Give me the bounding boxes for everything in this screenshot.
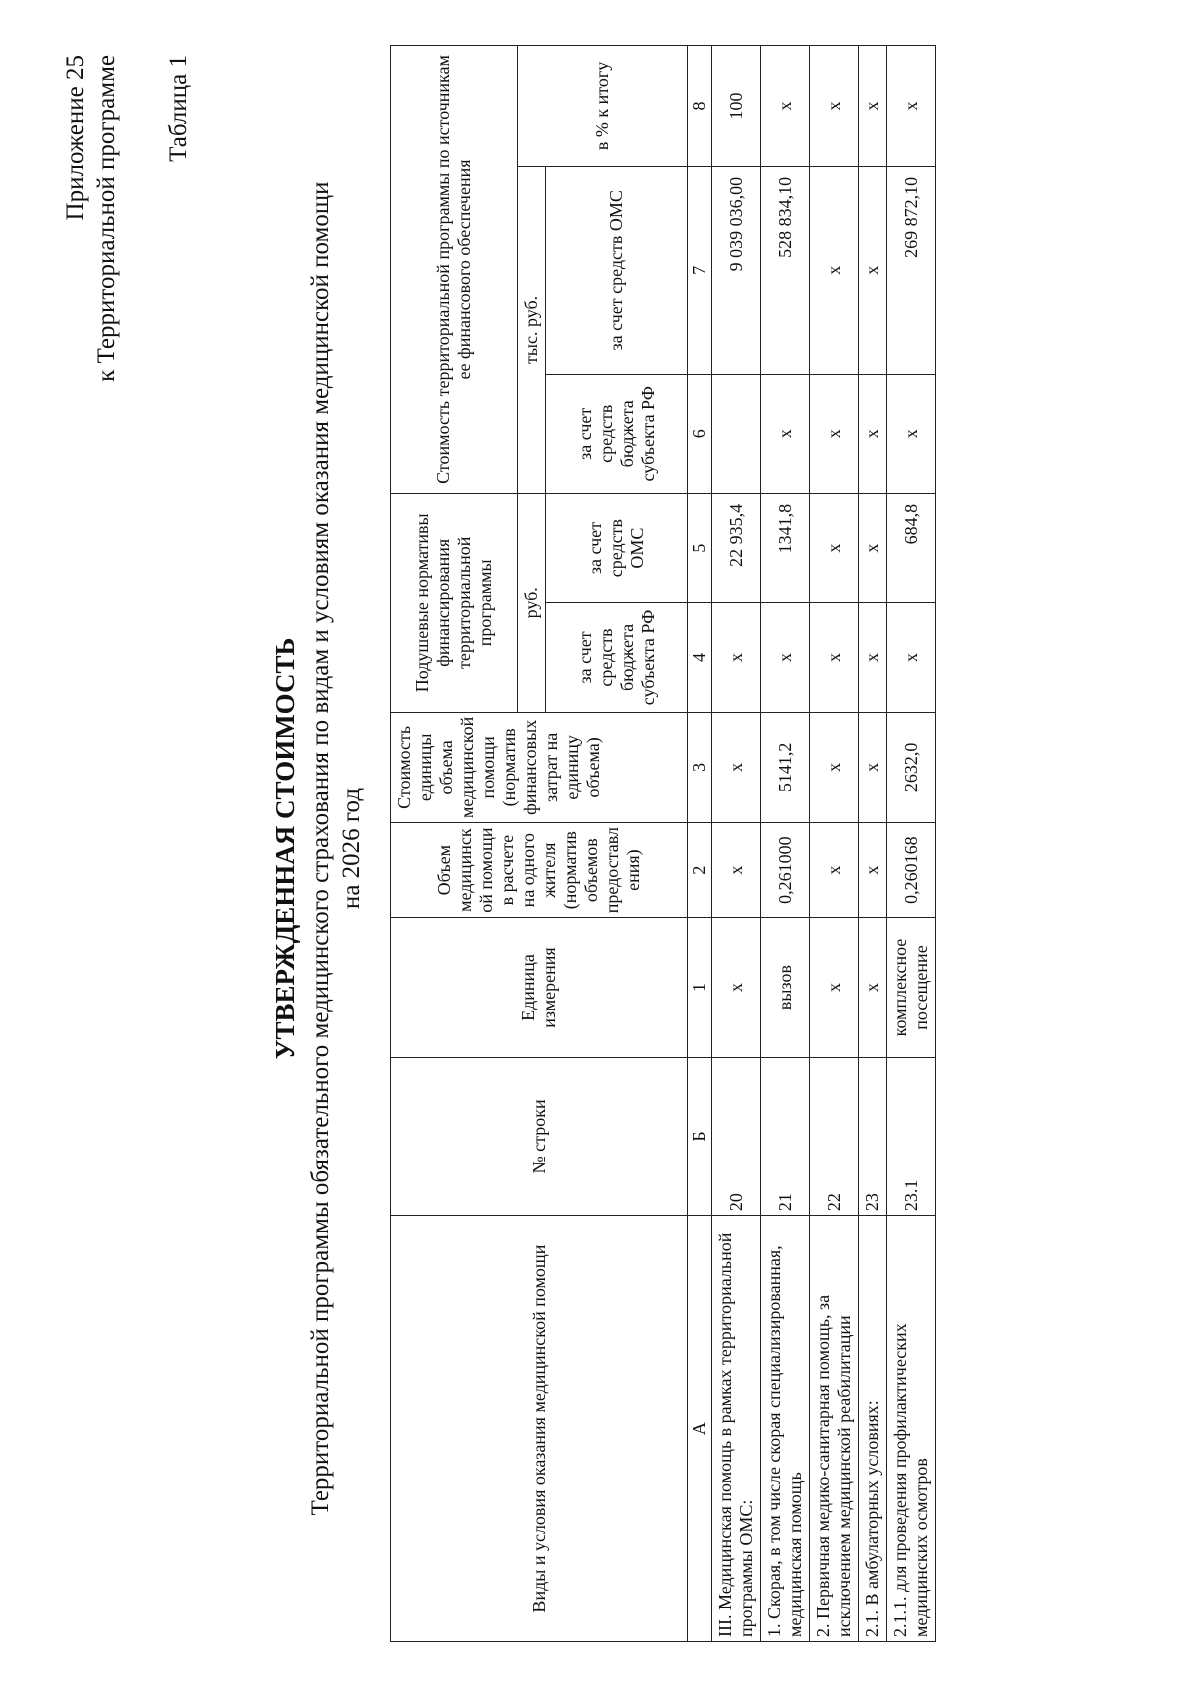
- table-label: Таблица 1: [165, 55, 192, 162]
- sub-header-pc-oms: за счет средств ОМС: [546, 493, 688, 602]
- document-title: УТВЕРЖДЕННАЯ СТОИМОСТЬ: [270, 637, 300, 1060]
- row-pc-oms: 684,8: [887, 493, 936, 602]
- row-unit-cost: x: [810, 712, 859, 822]
- row-cost-oms: x: [810, 166, 859, 374]
- row-percent: x: [887, 46, 936, 167]
- row-line-number: 22: [810, 1057, 859, 1215]
- sub-header-pc-budget: за счет средств бюджета субъекта РФ: [546, 603, 688, 712]
- unit-rub: руб.: [518, 493, 546, 712]
- table-row: [859, 46, 887, 1642]
- col-header-kinds: Виды и условия оказания медицинской помощи: [391, 1216, 688, 1642]
- row-volume: x: [712, 822, 761, 917]
- row-pc-budget: x: [810, 603, 859, 712]
- row-unit-cost: 2632,0: [887, 712, 936, 822]
- appendix-line-2: к Территориальной программе: [93, 55, 120, 382]
- row-unit: комплексное посещение: [887, 918, 936, 1057]
- sub-header-cost-budget: за счет средств бюджета субъекта РФ: [546, 374, 688, 493]
- table-row: [712, 46, 761, 1642]
- row-cost-oms: 9 039 036,00: [712, 166, 761, 374]
- col-header-line-number: № строки: [391, 1057, 688, 1215]
- row-name: III. Медицинская помощь в рамках территориальной программы ОМС:: [712, 1216, 761, 1642]
- row-percent: 100: [712, 46, 761, 167]
- row-pc-budget: x: [761, 603, 810, 712]
- row-line-number: 23.1: [887, 1057, 936, 1215]
- subtitle-line-1: Территориальной программы обязательного медицинского страхования по видам и условиям оказания медицинской помощи: [307, 181, 334, 1516]
- row-unit: x: [712, 918, 761, 1057]
- group-header-program-cost: Стоимость территориальной программы по источникам ее финансового обеспечения: [391, 46, 518, 494]
- row-cost-budget: x: [887, 374, 936, 493]
- index-row: [688, 46, 712, 1642]
- table-row: [887, 46, 936, 1642]
- row-pc-budget: x: [712, 603, 761, 712]
- col-header-unit-cost: Стоимость единицы объема медицинской помощи (норматив финансовых затрат на единицу объема): [391, 712, 688, 822]
- index-cell: 5: [688, 493, 712, 602]
- index-cell: 3: [688, 712, 712, 822]
- row-percent: x: [859, 46, 887, 167]
- row-cost-budget: x: [761, 374, 810, 493]
- row-cost-oms: 528 834,10: [761, 166, 810, 374]
- row-unit-cost: x: [712, 712, 761, 822]
- row-cost-oms: x: [859, 166, 887, 374]
- document-subtitle: [305, 130, 367, 1567]
- row-pc-budget: x: [859, 603, 887, 712]
- appendix-note: [60, 55, 122, 382]
- row-cost-budget: [712, 374, 761, 493]
- row-cost-oms: 269 872,10: [887, 166, 936, 374]
- row-name: 2. Первичная медико-санитарная помощь, за исключением медицинской реабилитации: [810, 1216, 859, 1642]
- row-line-number: 21: [761, 1057, 810, 1215]
- row-pc-oms: x: [810, 493, 859, 602]
- row-name: 2.1.1. для проведения профилактических медицинских осмотров: [887, 1216, 936, 1642]
- row-line-number: 23: [859, 1057, 887, 1215]
- sub-header-percent: в % к итогу: [518, 46, 688, 167]
- row-name: 1. Скорая, в том числе скорая специализированная, медицинская помощь: [761, 1216, 810, 1642]
- index-cell: 4: [688, 603, 712, 712]
- row-cost-budget: x: [859, 374, 887, 493]
- sub-header-cost-oms: за счет средств ОМС: [546, 166, 688, 374]
- row-unit-cost: x: [859, 712, 887, 822]
- row-cost-budget: x: [810, 374, 859, 493]
- subtitle-line-2: на 2026 год: [338, 787, 365, 910]
- index-cell: Б: [688, 1057, 712, 1215]
- row-unit: x: [810, 918, 859, 1057]
- row-unit-cost: 5141,2: [761, 712, 810, 822]
- row-pc-oms: x: [859, 493, 887, 602]
- unit-thousand-rub: тыс. руб.: [518, 166, 546, 493]
- row-unit: вызов: [761, 918, 810, 1057]
- row-volume: x: [859, 822, 887, 917]
- index-cell: 8: [688, 46, 712, 167]
- row-unit: x: [859, 918, 887, 1057]
- index-cell: 6: [688, 374, 712, 493]
- row-percent: x: [761, 46, 810, 167]
- appendix-line-1: Приложение 25: [62, 55, 89, 221]
- row-volume: 0,261000: [761, 822, 810, 917]
- group-header-per-capita: Подушевые нормативы финансирования территориальной программы: [391, 493, 518, 712]
- row-percent: x: [810, 46, 859, 167]
- index-cell: А: [688, 1216, 712, 1642]
- index-cell: 1: [688, 918, 712, 1057]
- row-pc-oms: 1341,8: [761, 493, 810, 602]
- row-pc-oms: 22 935,4: [712, 493, 761, 602]
- row-volume: x: [810, 822, 859, 917]
- row-name: 2.1. В амбулаторных условиях:: [859, 1216, 887, 1642]
- table-row: [810, 46, 859, 1642]
- col-header-volume: Объем медицинск ой помощи в расчете на одного жителя (норматив объемов предоставл ения): [391, 822, 688, 917]
- table-row: [761, 46, 810, 1642]
- row-pc-budget: x: [887, 603, 936, 712]
- row-volume: 0,260168: [887, 822, 936, 917]
- col-header-unit: Единица измерения: [391, 918, 688, 1057]
- cost-table: [390, 45, 936, 1642]
- index-cell: 2: [688, 822, 712, 917]
- index-cell: 7: [688, 166, 712, 374]
- row-line-number: 20: [712, 1057, 761, 1215]
